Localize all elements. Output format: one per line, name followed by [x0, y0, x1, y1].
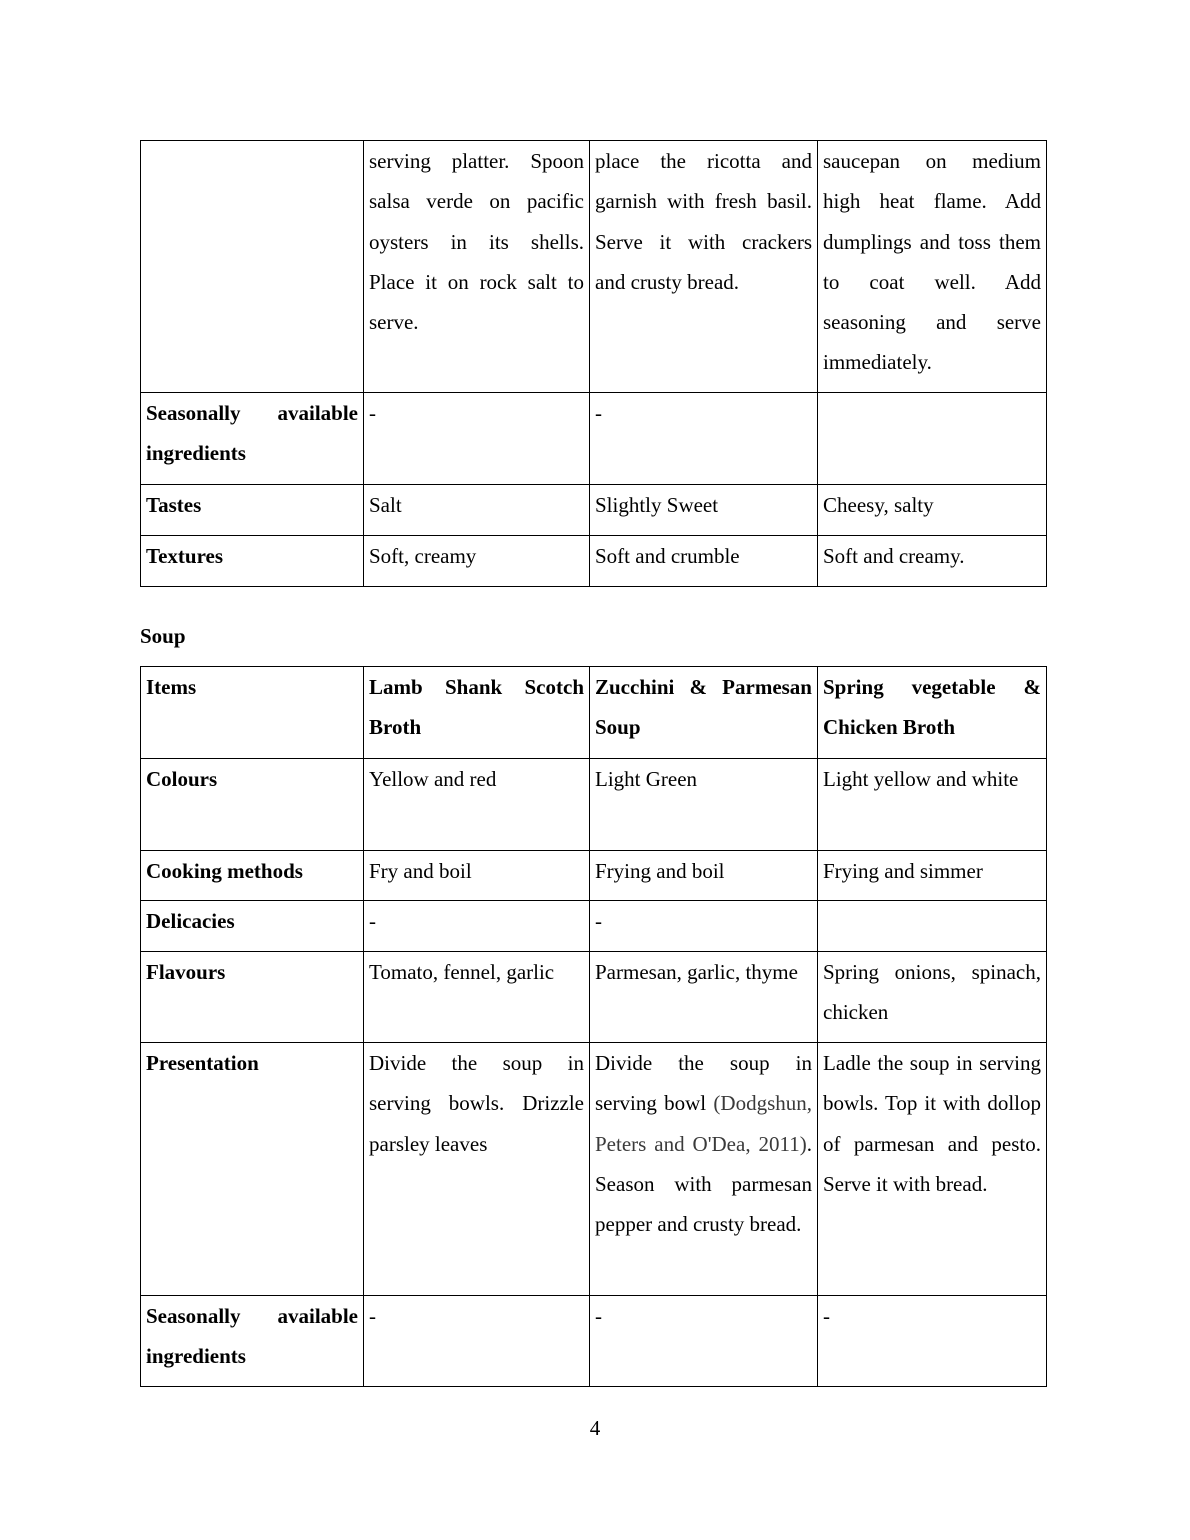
table-cell: Frying and boil [590, 851, 818, 901]
table-cell: Yellow and red [364, 759, 590, 851]
header-cell: Lamb Shank Scotch Broth [364, 667, 590, 759]
table-cell: Frying and simmer [818, 851, 1047, 901]
table-cell: Slightly Sweet [590, 485, 818, 536]
section-heading: Soup [140, 624, 186, 648]
row-label: Delicacies [141, 901, 364, 952]
row-label: Flavours [141, 952, 364, 1043]
cell-text: . Season with parmesan pepper and crusty bread. [595, 1131, 812, 1237]
table-row [141, 485, 1047, 536]
header-cell: Spring vegetable & Chicken Broth [818, 667, 1047, 759]
row-label: Textures [141, 536, 364, 587]
citation: (Dodgshun, Peters and O'Dea, 2011) [595, 1091, 812, 1156]
table-cell: Spring onions, spinach, chicken [818, 952, 1047, 1043]
table-cell: Divide the soup in serving bowls. Drizzle parsley leaves [364, 1043, 590, 1296]
table-cell: Parmesan, garlic, thyme [590, 952, 818, 1043]
table-cell: - [818, 1296, 1047, 1387]
table-cell: Ladle the soup in serving bowls. Top it with dollop of parmesan and pesto. Serve it with bread. [818, 1043, 1047, 1296]
table-cell: - [364, 1296, 590, 1387]
row-label: Cooking methods [141, 851, 364, 901]
table-row [141, 901, 1047, 952]
table-cell: - [590, 901, 818, 952]
table-row [141, 393, 1047, 485]
table-row [141, 141, 1047, 393]
table-continued [140, 140, 1047, 587]
table-cell: Light yellow and white [818, 759, 1047, 851]
page-number: 4 [589, 1416, 601, 1440]
table-cell [818, 901, 1047, 952]
table-cell: serving platter. Spoon salsa verde on pacific oysters in its shells. Place it on rock salt to serve. [364, 141, 590, 393]
row-label: Seasonally available ingredients [141, 393, 364, 485]
header-cell: Items [141, 667, 364, 759]
row-label: Colours [141, 759, 364, 851]
table-cell: - [364, 393, 590, 485]
cell-text: Divide the soup in serving bowl [595, 1051, 812, 1116]
row-label: Tastes [141, 485, 364, 536]
table-cell: Fry and boil [364, 851, 590, 901]
table-row [141, 1296, 1047, 1387]
row-label [141, 141, 364, 393]
header-cell: Zucchini & Parmesan Soup [590, 667, 818, 759]
table-cell: Cheesy, salty [818, 485, 1047, 536]
table-row [141, 759, 1047, 851]
table-cell: Salt [364, 485, 590, 536]
table-cell: - [590, 393, 818, 485]
table-cell: - [364, 901, 590, 952]
table-cell: Light Green [590, 759, 818, 851]
table-row [141, 536, 1047, 587]
table-row [141, 851, 1047, 901]
table-header-row [141, 667, 1047, 759]
table-cell: saucepan on medium high heat flame. Add dumplings and toss them to coat well. Add seasoning and serve immediately. [818, 141, 1047, 393]
table-cell: Soft and creamy. [818, 536, 1047, 587]
table-cell: Soft, creamy [364, 536, 590, 587]
row-label: Seasonally available ingredients [141, 1296, 364, 1387]
table-cell: Soft and crumble [590, 536, 818, 587]
table-cell: place the ricotta and garnish with fresh basil. Serve it with crackers and crusty bread. [590, 141, 818, 393]
table-cell [590, 1043, 818, 1296]
table-cell: - [590, 1296, 818, 1387]
soup-table [140, 666, 1047, 1387]
row-label: Presentation [141, 1043, 364, 1296]
table-row [141, 952, 1047, 1043]
table-row [141, 1043, 1047, 1296]
table-cell [818, 393, 1047, 485]
table-cell: Tomato, fennel, garlic [364, 952, 590, 1043]
